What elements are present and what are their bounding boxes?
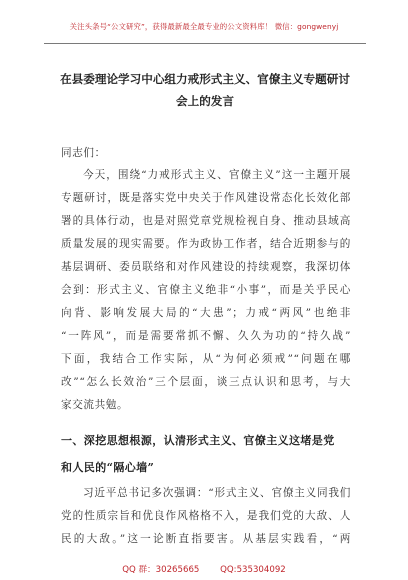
paragraph-line: 会到：形式主义、官僚主义绝非“小事”，而是关乎民心 [61, 284, 351, 296]
paragraph-line: 下面，我结合工作实际，从“为何必须戒”“问题在哪 [61, 353, 351, 365]
paragraph-line: 质量发展的现实需要。作为政协工作者，结合近期参与的 [61, 238, 351, 250]
section-1-heading-line-2: 和人民的“隔心墙” [61, 461, 155, 474]
section-1-heading-line-1: 一、深挖思想根源，认清形式主义、官僚主义这堵是党 [61, 434, 335, 447]
paragraph-1 [61, 164, 351, 417]
document-title-line-2: 会上的发言 [176, 94, 234, 108]
salutation: 同志们： [61, 147, 106, 159]
paragraph-line: “一阵风”，而是需要常抓不懈、久久为功的“持久战” [61, 330, 351, 342]
paragraph-line: 专题研讨，既是落实党中央关于作风建设常态化长效化部 [61, 192, 351, 204]
footer-contact [0, 563, 408, 575]
footer-qq-group: QQ 群：30265665 [122, 565, 200, 575]
paragraph-line: 向背、影响发展大局的“大患”；力戒“两风”也绝非 [61, 307, 351, 319]
paragraph-line: 今天，围绕“力戒形式主义、官僚主义”这一主题开展 [83, 169, 351, 181]
footer-qq-number: QQ:535304092 [220, 565, 286, 575]
paragraph-line: 改”“怎么长效治”三个层面，谈三点认识和思考，与大 [61, 376, 351, 388]
paragraph-line: 党的性质宗旨和优良作风格格不入，是我们党的大敌、人 [61, 510, 351, 522]
paragraph-line: 基层调研、委员联络和对作风建设的持续观察，我深切体 [61, 261, 351, 273]
header-divider [44, 43, 366, 44]
paragraph-line: 习近平总书记多次强调：“形式主义、官僚主义同我们 [83, 487, 351, 499]
paragraph-line: 署的具体行动，也是对照党章党规检视自身、推动县域高 [61, 215, 351, 227]
paragraph-line: 民的大敌。”这一论断直指要害。从基层实践看，“两 [61, 533, 351, 545]
paragraph-line: 家交流共勉。 [61, 399, 129, 411]
header-banner: 关注头条号“公文研究”，获得最新最全最专业的公文资料库！ 微信：gongwenyj [69, 22, 339, 31]
paragraph-2 [61, 482, 351, 551]
document-title-line-1: 在县委理论学习中心组力戒形式主义、官僚主义专题研讨 [60, 72, 350, 86]
